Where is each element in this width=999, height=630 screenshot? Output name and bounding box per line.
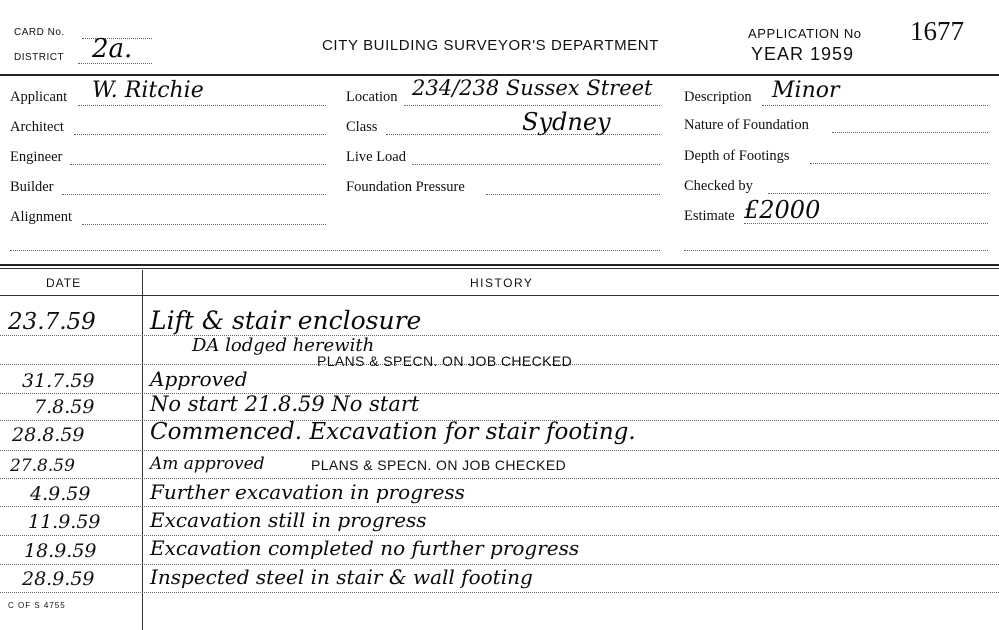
nature-of-foundation-label: Nature of Foundation bbox=[684, 117, 809, 133]
checked-by-label: Checked by bbox=[684, 178, 753, 194]
history-column-header: HISTORY bbox=[470, 276, 534, 290]
row-date: 31.7.59 bbox=[22, 370, 95, 392]
architect-label: Architect bbox=[10, 119, 64, 135]
class-line bbox=[386, 134, 660, 135]
form-code: C OF S 4755 bbox=[8, 601, 66, 610]
row-date: 23.7.59 bbox=[8, 309, 96, 335]
row-date: 18.9.59 bbox=[24, 540, 97, 562]
description-value: Minor bbox=[772, 78, 840, 103]
live-load-label: Live Load bbox=[346, 149, 406, 165]
table-top-rule-2 bbox=[0, 268, 999, 269]
row-history: Approved bbox=[150, 367, 248, 391]
application-label: APPLICATION No bbox=[748, 26, 862, 41]
row-history: Further excavation in progress bbox=[150, 480, 465, 504]
department-title: CITY BUILDING SURVEYOR'S DEPARTMENT bbox=[322, 37, 659, 54]
builder-line bbox=[62, 194, 326, 195]
location-value-2: Sydney bbox=[522, 108, 611, 136]
row-date: 7.8.59 bbox=[34, 396, 95, 418]
row-rule bbox=[0, 506, 999, 507]
row-date: 4.9.59 bbox=[30, 483, 91, 505]
row-history: Excavation still in progress bbox=[150, 508, 427, 532]
description-label: Description bbox=[684, 89, 752, 105]
depth-of-footings-line bbox=[810, 163, 988, 164]
location-line bbox=[404, 105, 660, 106]
row-rule bbox=[0, 592, 999, 593]
row-history: Inspected steel in stair & wall footing bbox=[150, 565, 533, 589]
foundation-pressure-line bbox=[486, 194, 660, 195]
table-top-rule bbox=[0, 264, 999, 266]
row-date: 27.8.59 bbox=[10, 456, 75, 476]
card-no-label: CARD No. bbox=[14, 27, 65, 38]
applicant-label: Applicant bbox=[10, 89, 68, 105]
applicant-value: W. Ritchie bbox=[92, 78, 204, 103]
foundation-pressure-label: Foundation Pressure bbox=[346, 179, 465, 195]
blank-line-1 bbox=[10, 250, 660, 251]
nature-of-foundation-line bbox=[832, 132, 988, 133]
district-value: 2a. bbox=[92, 34, 133, 64]
year: YEAR 1959 bbox=[751, 44, 855, 64]
application-number: 1677 bbox=[910, 16, 964, 46]
row-history: DA lodged herewith bbox=[192, 335, 375, 356]
row-rule bbox=[0, 335, 999, 336]
depth-of-footings-label: Depth of Footings bbox=[684, 148, 790, 164]
builder-label: Builder bbox=[10, 179, 54, 195]
row-date: 11.9.59 bbox=[28, 511, 101, 533]
row-rule bbox=[0, 478, 999, 479]
row-history: Am approved bbox=[150, 454, 265, 474]
engineer-line bbox=[70, 164, 326, 165]
district-line bbox=[78, 63, 152, 64]
checked-by-line bbox=[768, 193, 988, 194]
row-date: 28.9.59 bbox=[22, 568, 95, 590]
class-label: Class bbox=[346, 119, 378, 135]
row-history: No start 21.8.59 No start bbox=[150, 392, 420, 416]
alignment-label: Alignment bbox=[10, 209, 73, 225]
estimate-value: £2000 bbox=[744, 196, 821, 224]
table-header-rule bbox=[0, 295, 999, 296]
row-date: 28.8.59 bbox=[12, 424, 85, 446]
alignment-line bbox=[82, 224, 326, 225]
row-history: Excavation completed no further progress bbox=[150, 536, 580, 560]
engineer-label: Engineer bbox=[10, 149, 63, 165]
district-label: DISTRICT bbox=[14, 52, 65, 63]
row-rule bbox=[0, 450, 999, 451]
description-line bbox=[762, 105, 988, 106]
live-load-line bbox=[412, 164, 660, 165]
plans-checked-stamp: PLANS & SPECN. ON JOB CHECKED bbox=[317, 353, 573, 369]
row-history: Commenced. Excavation for stair footing. bbox=[150, 419, 636, 445]
applicant-line bbox=[78, 105, 326, 106]
location-value-1: 234/238 Sussex Street bbox=[412, 76, 653, 100]
estimate-label: Estimate bbox=[684, 208, 735, 224]
row-history: Lift & stair enclosure bbox=[150, 306, 422, 335]
architect-line bbox=[74, 134, 326, 135]
estimate-line bbox=[744, 223, 988, 224]
location-label: Location bbox=[346, 89, 398, 105]
plans-checked-stamp: PLANS & SPECN. ON JOB CHECKED bbox=[311, 457, 567, 473]
blank-line-2 bbox=[684, 250, 988, 251]
date-column-header: DATE bbox=[46, 276, 82, 290]
